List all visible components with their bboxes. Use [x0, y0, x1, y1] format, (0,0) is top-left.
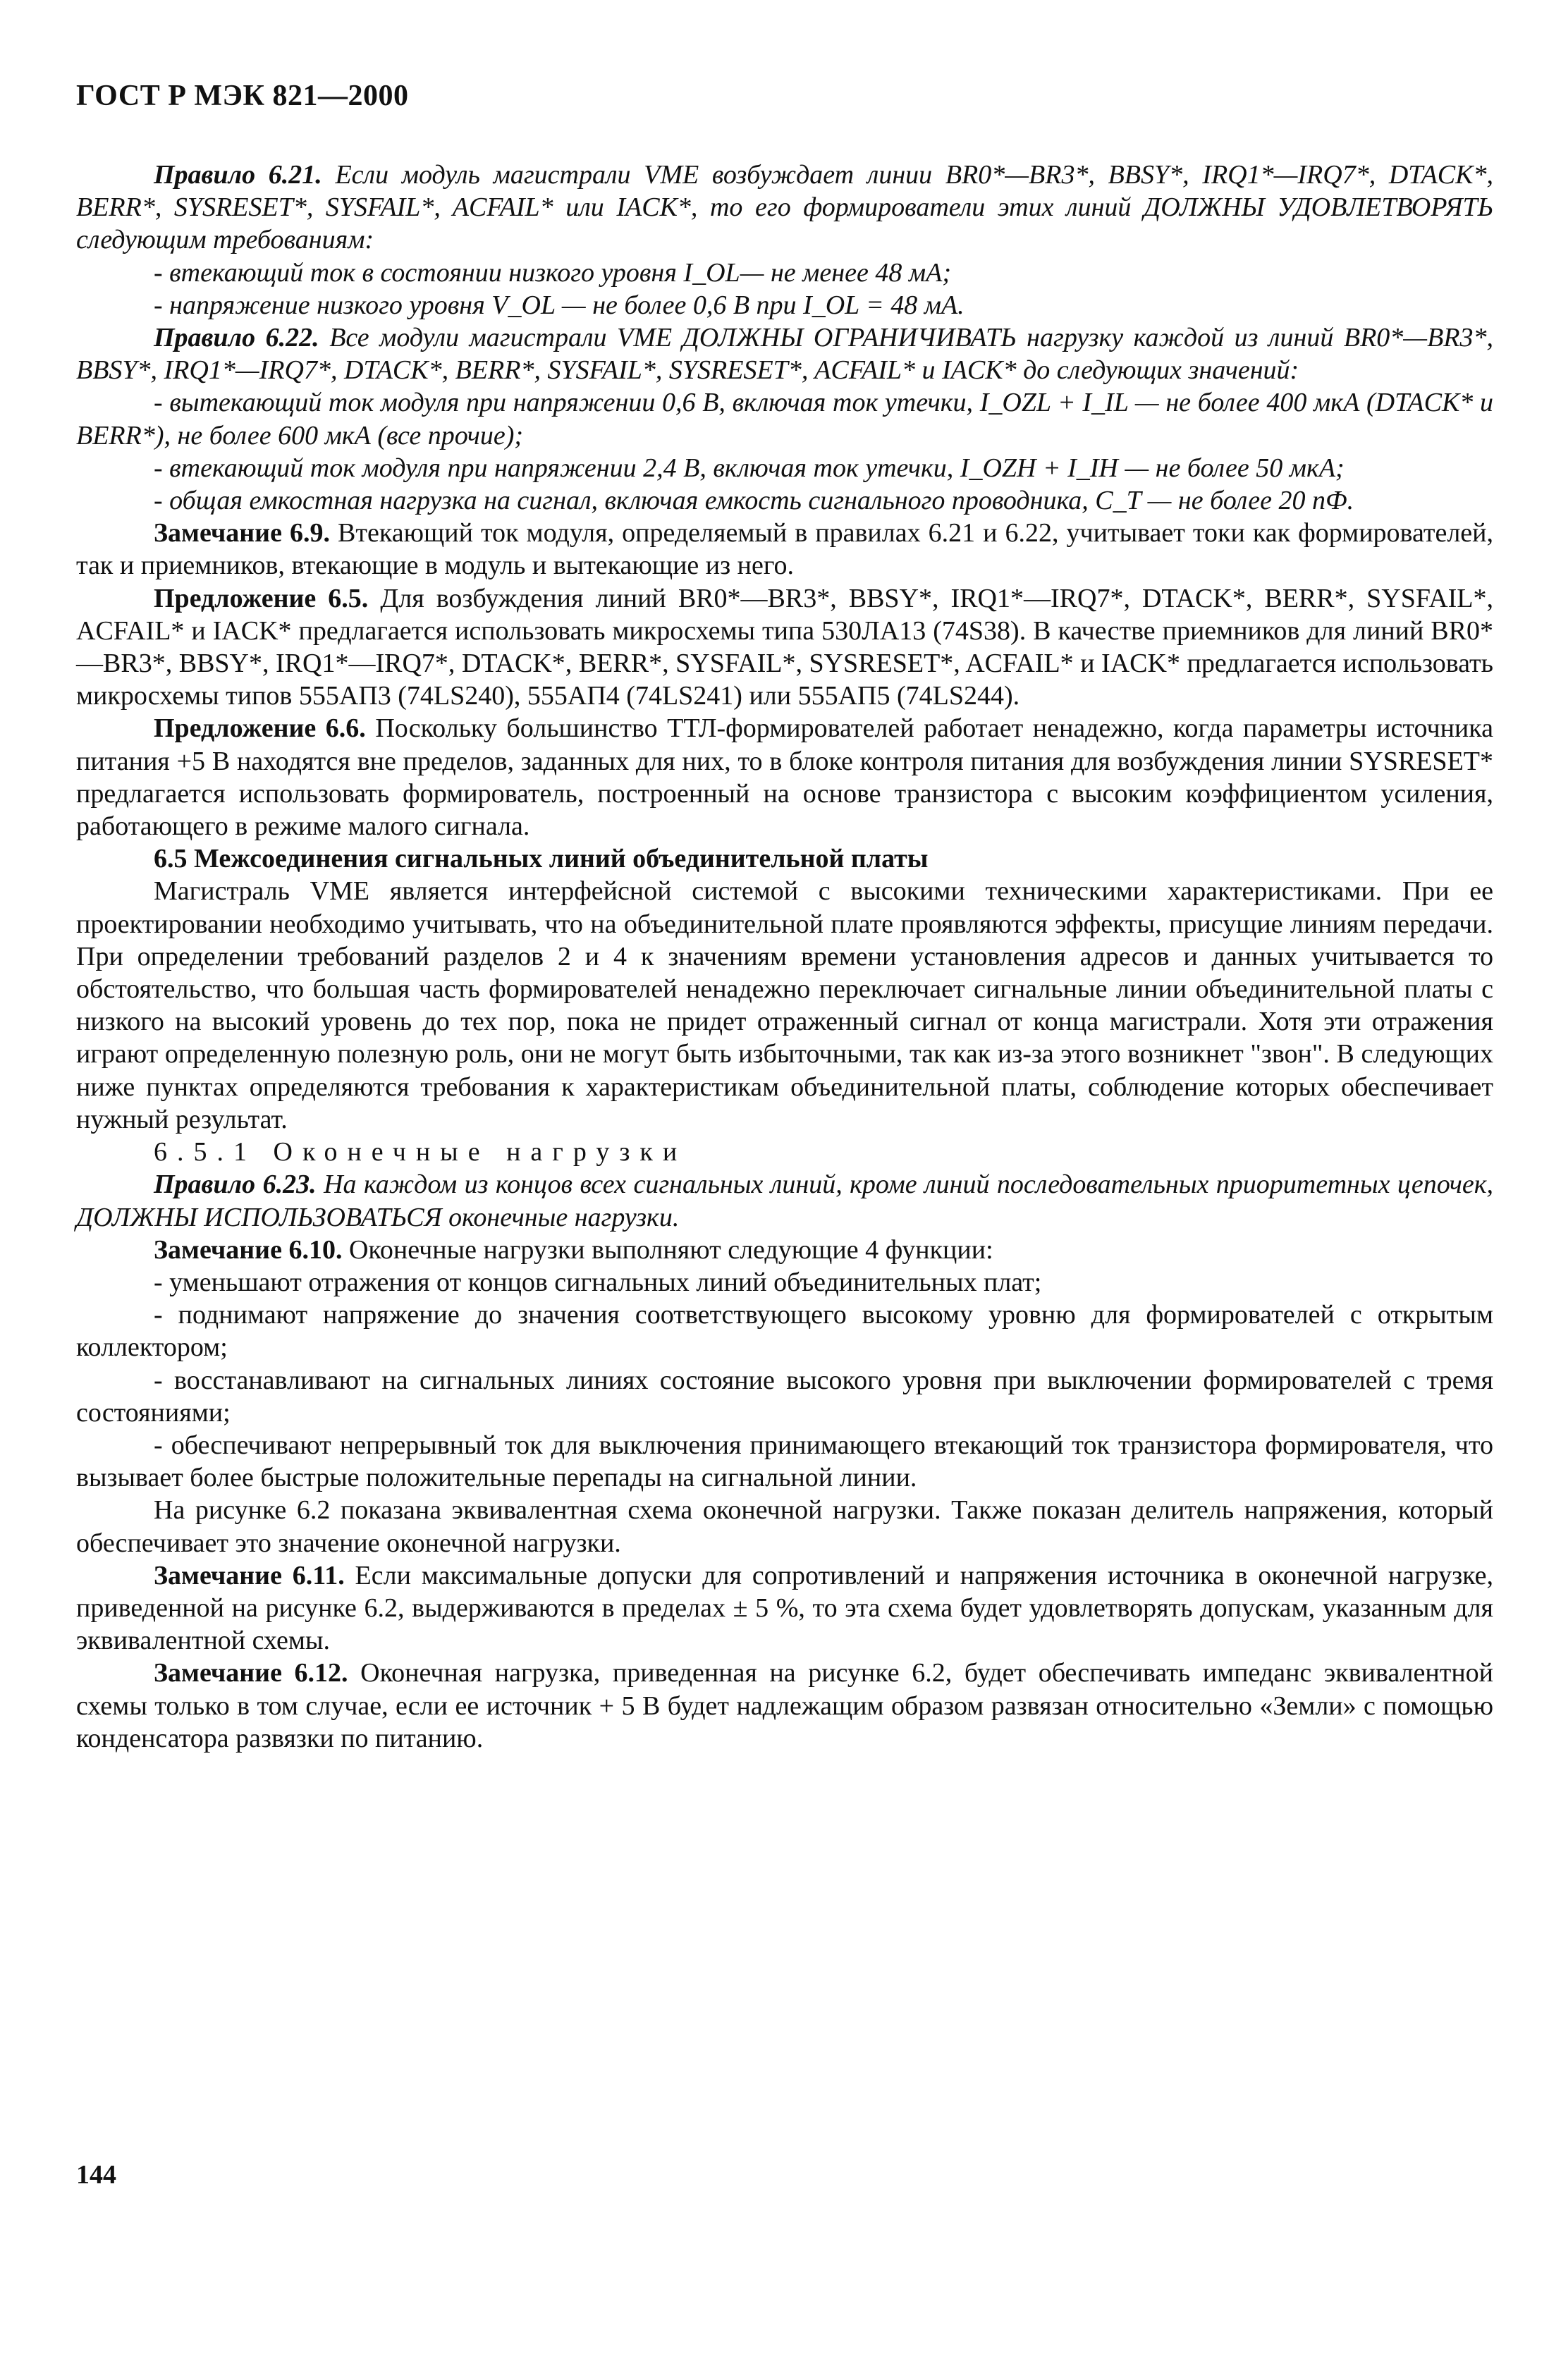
note-6-11: Замечание 6.11. Если максимальные допуски для сопротивлений и напряжения источника в оконечной нагрузке, приведенной на рисунке 6.2, выдерживаются в пределах ± 5 %, то эта схема будет удовлетворять допускам, указанным для эквивалентной схемы. — [76, 1560, 1493, 1656]
subsection-heading: 6.5.1 Оконечные нагрузки — [154, 1137, 687, 1167]
proposal-6-6: Предложение 6.6. Поскольку большинство ТТЛ-формирователей работает ненадежно, когда параметры источника питания +5 В находятся вне пределов, заданных для них, то в блоке контроля питания для возбуждения линии SYSRESET* предлагается использовать формирователь, построенный на основе транзистора с высоким коэффициентом усиления, работающего в режиме малого сигнала. — [76, 713, 1493, 842]
note-6-10-item: - восстанавливают на сигнальных линиях состояние высокого уровня при выключении формирователей с тремя состояниями; — [76, 1365, 1493, 1428]
note-6-12: Замечание 6.12. Оконечная нагрузка, приведенная на рисунке 6.2, будет обеспечивать импеданс эквивалентной схемы только в том случае, если ее источник + 5 В будет надлежащим образом развязан относительно «Земли» с помощью конденсатора развязки по питанию. — [76, 1658, 1493, 1753]
section-heading: 6.5 Межсоединения сигнальных линий объединительной платы — [154, 844, 929, 874]
page-number: 144 — [76, 2160, 116, 2190]
note-6-10-item: - поднимают напряжение до значения соответствующего высокому уровню для формирователей с открытым коллектором; — [76, 1300, 1493, 1363]
rule-6-23: Правило 6.23. На каждом из концов всех сигнальных линий, кроме линий последовательных приоритетных цепочек, ДОЛЖНЫ ИСПОЛЬЗОВАТЬСЯ оконечные нагрузки. — [76, 1170, 1494, 1232]
note-6-10-item: - уменьшают отражения от концов сигнальных линий объединительных плат; — [154, 1267, 1042, 1297]
document-header: ГОСТ Р МЭК 821—2000 — [76, 80, 409, 112]
rule-6-21-item: - втекающий ток в состоянии низкого уровня I_OL— не менее 48 мА; — [154, 257, 951, 288]
section-paragraph: Магистраль VME является интерфейсной системой с высокими техническими характеристиками. При ее проектировании необходимо учитывать, что на объединительной плате проявляются эффекты, присущие линиям передачи. При определении требований разделов 2 и 4 к значениям времени установления адресов и данных учитывается то обстоятельство, что большая часть формирователей ненадежно переключает сигнальные линии объединительной платы с низкого на высокий уровень до тех пор, пока не придет отраженный сигнал от конца магистрали. Хотя эти отражения играют определенную полезную роль, они не могут быть избыточными, так как из-за этого возникнет "звон". В следующих ниже пунктах определяются требования к характеристикам объединительной платы, соблюдение которых обеспечивает нужный результат. — [76, 876, 1493, 1134]
figure-paragraph: На рисунке 6.2 показана эквивалентная схема оконечной нагрузки. Также показан делитель напряжения, который обеспечивает это значение оконечной нагрузки. — [76, 1495, 1493, 1558]
proposal-6-5: Предложение 6.5. Для возбуждения линий BR0*—BR3*, BBSY*, IRQ1*—IRQ7*, DTACK*, BERR*, SYSFAIL*, ACFAIL* и IACK* предлагается использовать микросхемы типа 530ЛА13 (74S38). В качестве приемников для линий BR0*—BR3*, BBSY*, IRQ1*—IRQ7*, DTACK*, BERR*, SYSFAIL*, SYSRESET*, ACFAIL* и IACK* предлагается использовать микросхемы типов 555АП3 (74LS240), 555АП4 (74LS241) или 555АП5 (74LS244). — [76, 583, 1494, 711]
rule-6-22-item: - вытекающий ток модуля при напряжении 0,6 В, включая ток утечки, I_OZL + I_IL — не более 400 мкА (DTACK* и BERR*), не более 600 мкА (все прочие); — [76, 388, 1493, 450]
note-6-10-item: - обеспечивают непрерывный ток для выключения принимающего втекающий ток транзистора формирователя, что вызывает более быстрые положительные перепады на сигнальной линии. — [76, 1430, 1493, 1493]
note-6-10: Замечание 6.10. Оконечные нагрузки выполняют следующие 4 функции: — [154, 1234, 993, 1265]
document-body — [76, 159, 1493, 1755]
rule-6-22-item: - общая емкостная нагрузка на сигнал, включая емкость сигнального проводника, C_T — не более 20 пФ. — [154, 486, 1354, 516]
rule-6-22: Правило 6.22. Все модули магистрали VME ДОЛЖНЫ ОГРАНИЧИВАТЬ нагрузку каждой из линий BR0*—BR3*, BBSY*, IRQ1*—IRQ7*, DTACK*, BERR*, SYSFAIL*, SYSRESET*, ACFAIL* и IACK* до следующих значений: — [76, 323, 1493, 386]
rule-6-21-item: - напряжение низкого уровня V_OL — не более 0,6 В при I_OL = 48 мА. — [154, 290, 965, 320]
note-6-9: Замечание 6.9. Втекающий ток модуля, определяемый в правилах 6.21 и 6.22, учитывает токи как формирователей, так и приемников, втекающие в модуль и вытекающие из него. — [76, 518, 1493, 581]
rule-6-22-item: - втекающий ток модуля при напряжении 2,4 В, включая ток утечки, I_OZH + I_IH — не более 50 мкА; — [154, 453, 1345, 483]
rule-6-21: Правило 6.21. Если модуль магистрали VME возбуждает линии BR0*—BR3*, BBSY*, IRQ1*—IRQ7*, DTACK*, BERR*, SYSRESET*, SYSFAIL*, ACFAIL* или IACK*, то его формирователи этих линий ДОЛЖНЫ УДОВЛЕТВОРЯТЬ следующим требованиям: — [76, 160, 1493, 255]
